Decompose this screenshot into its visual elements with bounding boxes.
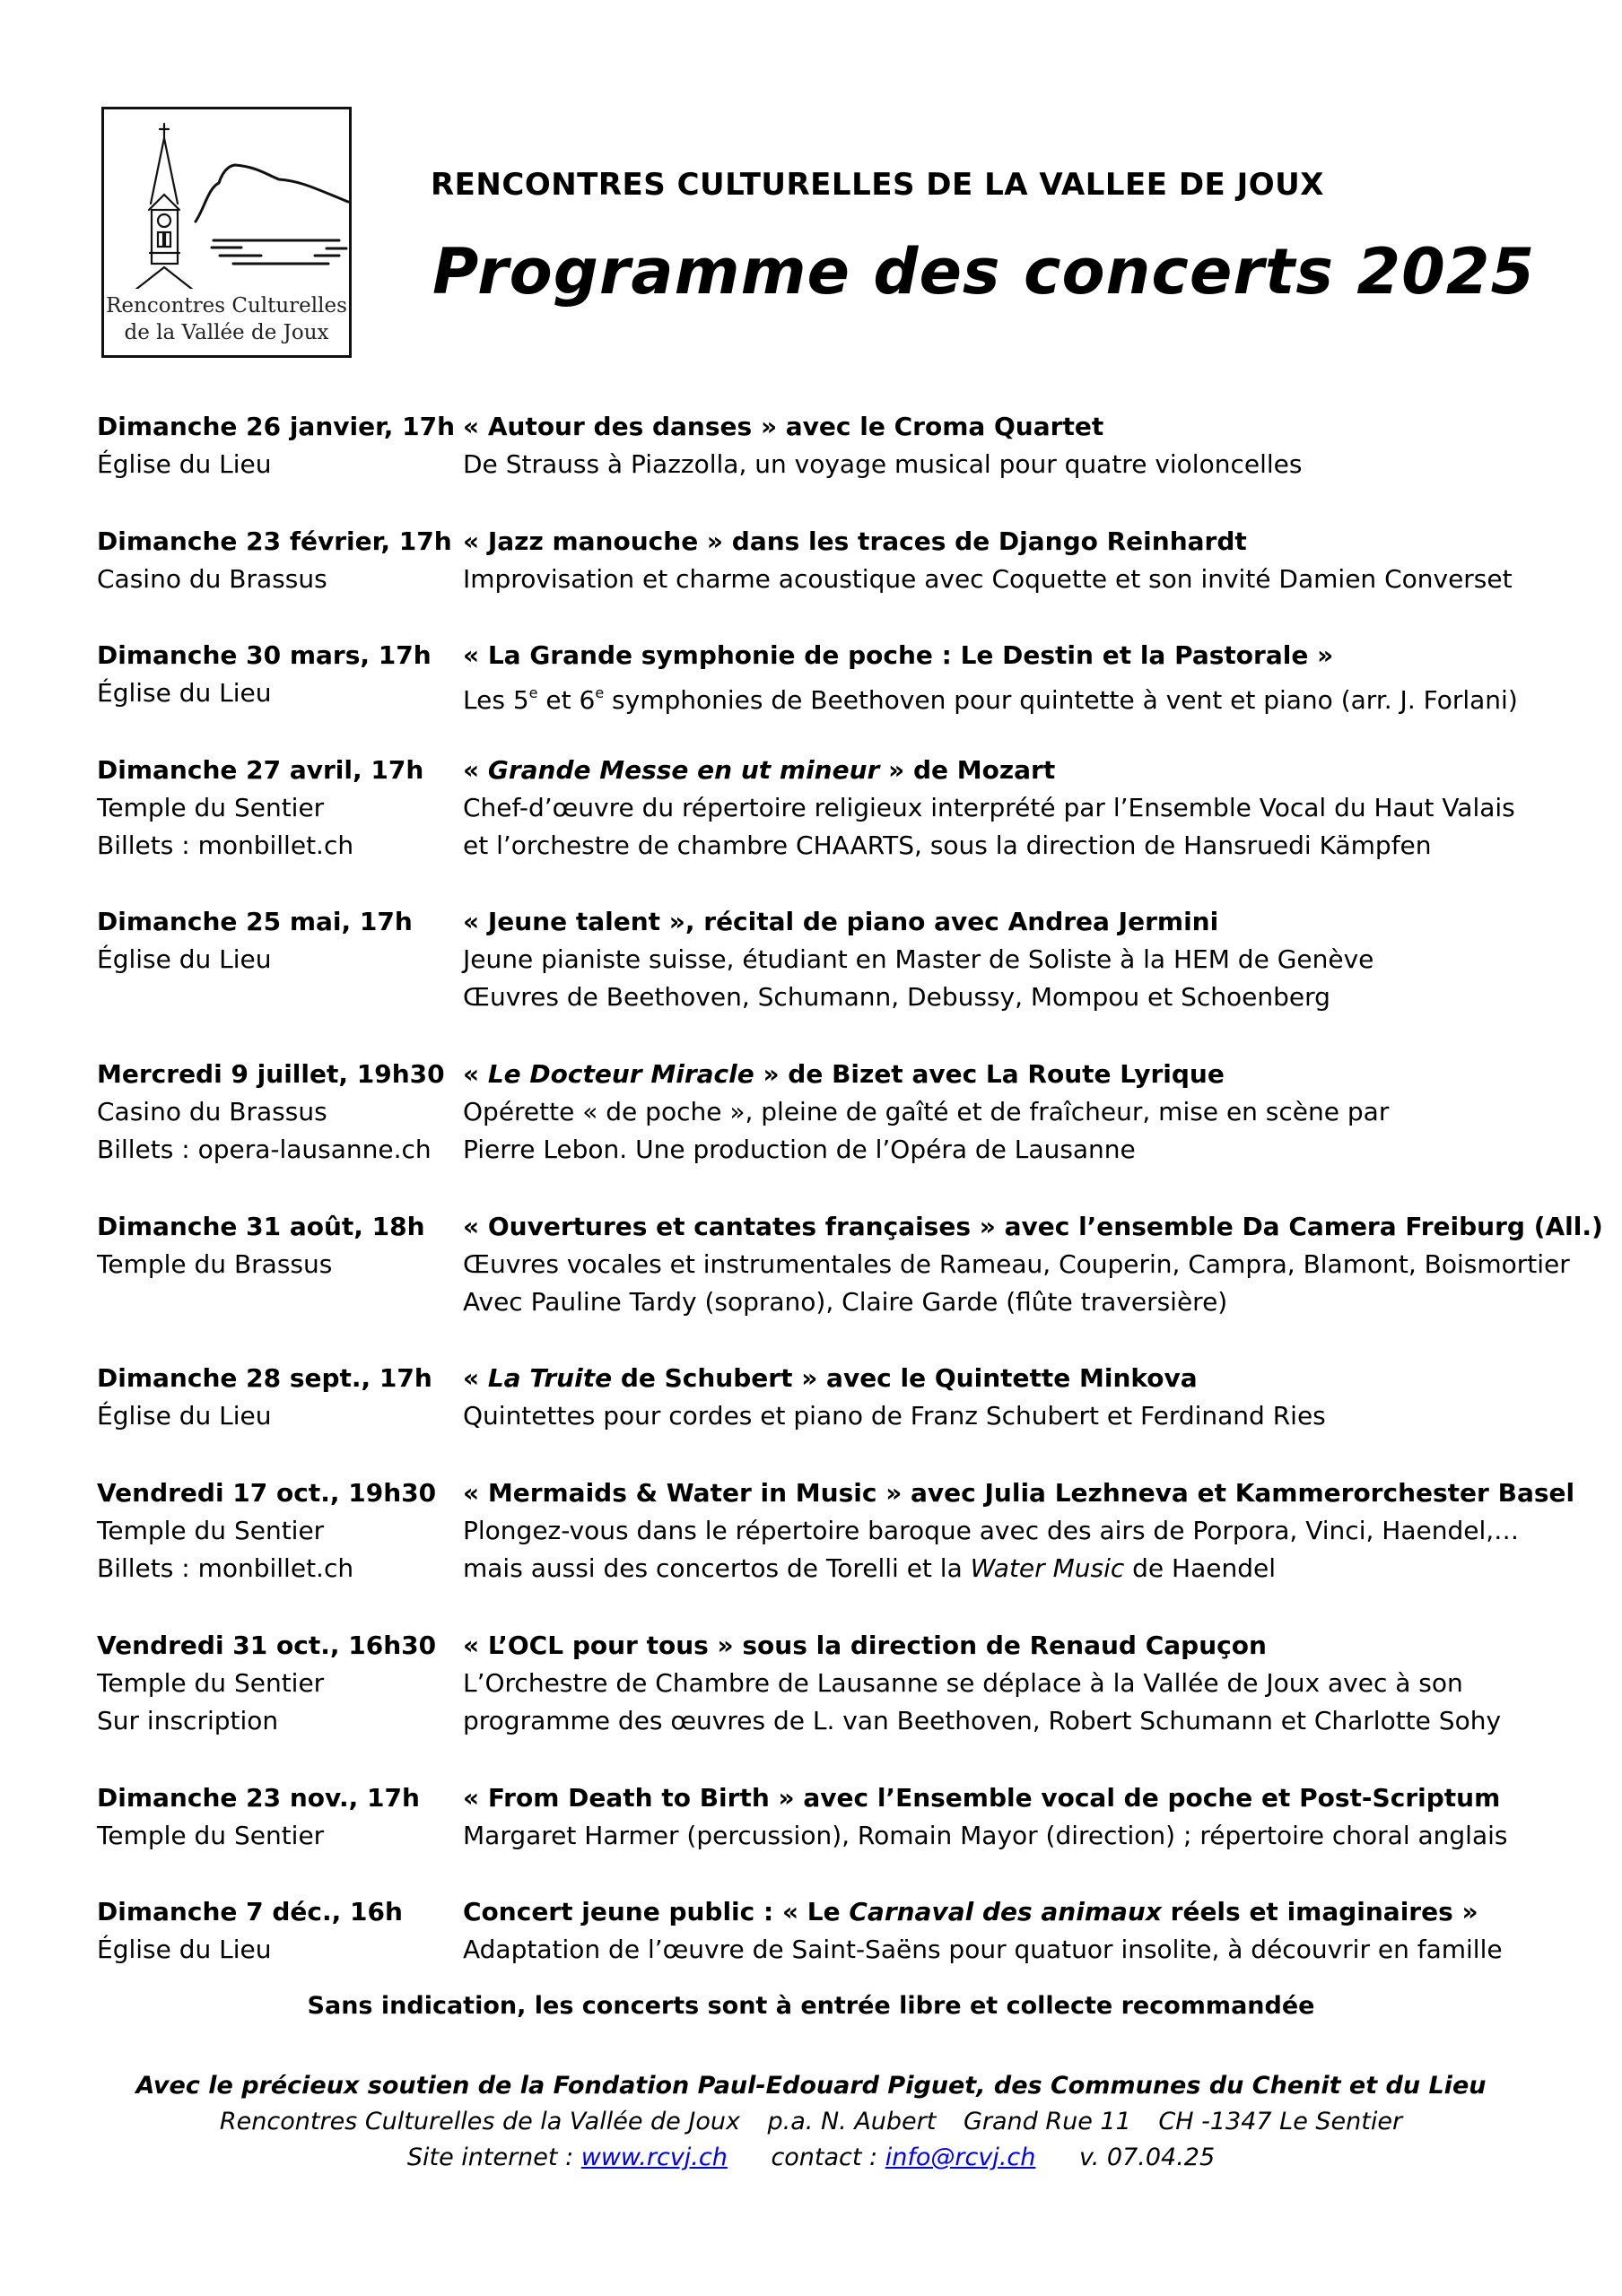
church-mountain-lake-icon (104, 109, 349, 289)
event-description: L’Orchestre de Chambre de Lausanne se déplace à la Vallée de Joux avec à son (463, 1668, 1463, 1698)
event-title: « Autour des danses » avec le Croma Quartet (463, 412, 1104, 441)
version-label: v. 07.04.25 (1078, 2144, 1216, 2171)
logo-caption (104, 292, 349, 346)
event-title: « Jazz manouche » dans les traces de Django Reinhardt (463, 526, 1247, 556)
event-date: Mercredi 9 juillet, 19h30 (97, 1059, 445, 1089)
event-description: De Strauss à Piazzolla, un voyage musical pour quatre violoncelles (463, 449, 1303, 479)
title-text: de Schubert » avec le Quintette Minkova (612, 1363, 1198, 1393)
logo-line-2: de la Vallée de Joux (124, 321, 329, 344)
event-date: Dimanche 28 sept., 17h (97, 1363, 432, 1393)
event-venue: Casino du Brassus (97, 1097, 327, 1126)
event-description: Œuvres vocales et instrumentales de Rameau, Couperin, Campra, Blamont, Boismortier (463, 1249, 1570, 1279)
desc-text: et 6 (537, 685, 596, 715)
event-date: Dimanche 30 mars, 17h (97, 640, 432, 670)
event-title: « La Grande symphonie de poche : Le Destin et la Pastorale » (463, 640, 1334, 670)
event-venue: Église du Lieu (97, 944, 272, 974)
event-title (463, 1893, 1478, 1931)
event-ticket-info: Billets : opera-lausanne.ch (97, 1135, 432, 1164)
title-text: « (463, 1059, 488, 1089)
address-org: Rencontres Culturelles de la Vallée de Joux (219, 2108, 740, 2135)
title-text: réels et imaginaires » (1161, 1897, 1478, 1926)
sponsor-line: Avec le précieux soutien de la Fondation Paul-Edouard Piguet, des Communes du Chenit et du Lieu (135, 2072, 1487, 2100)
event-date: Dimanche 27 avril, 17h (97, 755, 424, 785)
event-description: Pierre Lebon. Une production de l’Opéra de Lausanne (463, 1135, 1136, 1164)
address-street: Grand Rue 11 (963, 2108, 1131, 2135)
contact-line (0, 2140, 1622, 2176)
event-venue: Casino du Brassus (97, 564, 327, 594)
event-title (463, 1360, 1198, 1397)
event-title (463, 1056, 1225, 1093)
superscript: e (528, 684, 538, 701)
event-title: « Mermaids & Water in Music » avec Julia Lezhneva et Kammerorchester Basel (463, 1478, 1575, 1508)
event-description: Plongez-vous dans le répertoire baroque avec des airs de Porpora, Vinci, Haendel,… (463, 1516, 1520, 1545)
event-venue: Église du Lieu (97, 1401, 272, 1431)
page-title: Programme des concerts 2025 (432, 235, 1536, 309)
email-link[interactable]: info@rcvj.ch (885, 2144, 1036, 2171)
event-description: Avec Pauline Tardy (soprano), Claire Garde (flûte traversière) (463, 1287, 1228, 1317)
event-date: Dimanche 26 janvier, 17h (97, 412, 456, 441)
event-date: Vendredi 31 oct., 16h30 (97, 1631, 437, 1660)
event-description: Chef-d’œuvre du répertoire religieux interprété par l’Ensemble Vocal du Haut Valais (463, 793, 1515, 822)
desc-text: symphonies de Beethoven pour quintette à vent et piano (arr. J. Forlani) (604, 685, 1518, 715)
address-city: Le Sentier (1279, 2108, 1403, 2135)
event-description: Œuvres de Beethoven, Schumann, Debussy, Mompou et Schoenberg (463, 982, 1330, 1012)
title-text: Concert jeune public : « Le (463, 1897, 850, 1926)
logo (101, 107, 352, 358)
address-line (0, 2104, 1622, 2140)
event-date: Dimanche 23 nov., 17h (97, 1783, 420, 1813)
event-description: programme des œuvres de L. van Beethoven, Robert Schumann et Charlotte Sohy (463, 1706, 1502, 1735)
event-venue: Temple du Sentier (97, 793, 325, 822)
event-date: Dimanche 25 mai, 17h (97, 907, 413, 936)
title-text: « (463, 755, 488, 785)
event-date: Dimanche 23 février, 17h (97, 526, 452, 556)
website-label: Site internet : (406, 2144, 574, 2171)
address-postcode: CH -1347 (1158, 2108, 1272, 2135)
event-description: Quintettes pour cordes et piano de Franz Schubert et Ferdinand Ries (463, 1401, 1326, 1431)
event-venue: Église du Lieu (97, 449, 272, 479)
title-italic-text: Grande Messe en ut mineur (487, 755, 880, 785)
title-text: » de Bizet avec La Route Lyrique (754, 1059, 1225, 1089)
event-date: Dimanche 31 août, 18h (97, 1212, 425, 1241)
title-text: « (463, 1363, 488, 1393)
event-description: Opérette « de poche », pleine de gaîté et de fraîcheur, mise en scène par (463, 1097, 1390, 1126)
title-italic-text: Carnaval des animaux (849, 1897, 1162, 1926)
event-description (463, 674, 1518, 719)
website-link[interactable]: www.rcvj.ch (580, 2144, 728, 2171)
desc-text: Les 5 (463, 685, 529, 715)
desc-italic-text: Water Music (970, 1553, 1125, 1583)
event-description (463, 1550, 1276, 1587)
admission-note: Sans indication, les concerts sont à entrée libre et collecte recommandée (307, 1992, 1315, 2020)
event-title: « Ouvertures et cantates françaises » avec l’ensemble Da Camera Freiburg (All.) (463, 1212, 1603, 1241)
superscript: e (595, 684, 605, 701)
title-italic-text: Le Docteur Miracle (487, 1059, 754, 1089)
event-venue: Temple du Sentier (97, 1516, 325, 1545)
event-title: « L’OCL pour tous » sous la direction de Renaud Capuçon (463, 1631, 1267, 1660)
event-venue: Temple du Sentier (97, 1821, 325, 1850)
event-venue: Temple du Brassus (97, 1249, 333, 1279)
desc-text: de Haendel (1124, 1553, 1277, 1583)
event-title: « From Death to Birth » avec l’Ensemble vocal de poche et Post-Scriptum (463, 1783, 1501, 1813)
event-description: Adaptation de l’œuvre de Saint-Saëns pour quatuor insolite, à découvrir en famille (463, 1935, 1503, 1964)
event-description: Margaret Harmer (percussion), Romain Mayor (direction) ; répertoire choral anglais (463, 1821, 1508, 1850)
logo-line-1: Rencontres Culturelles (106, 294, 347, 317)
event-registration-info: Sur inscription (97, 1706, 279, 1735)
title-text: » de Mozart (879, 755, 1056, 785)
event-description: et l’orchestre de chambre CHAARTS, sous la direction de Hansruedi Kämpfen (463, 831, 1432, 860)
event-date: Dimanche 7 déc., 16h (97, 1897, 403, 1926)
event-ticket-info: Billets : monbillet.ch (97, 1553, 354, 1583)
event-description: Improvisation et charme acoustique avec Coquette et son invité Damien Converset (463, 564, 1513, 594)
event-venue: Église du Lieu (97, 678, 272, 708)
contact-label: contact : (771, 2144, 878, 2171)
event-title: « Jeune talent », récital de piano avec Andrea Jermini (463, 907, 1219, 936)
event-date: Vendredi 17 oct., 19h30 (97, 1478, 437, 1508)
title-italic-text: La Truite (487, 1363, 613, 1393)
org-title: RENCONTRES CULTURELLES DE LA VALLEE DE JOUX (431, 167, 1324, 203)
event-description: Jeune pianiste suisse, étudiant en Master de Soliste à la HEM de Genève (463, 944, 1374, 974)
event-ticket-info: Billets : monbillet.ch (97, 831, 354, 860)
address-care-of: p.a. N. Aubert (767, 2108, 937, 2135)
event-venue: Église du Lieu (97, 1935, 272, 1964)
desc-text: mais aussi des concertos de Torelli et la (463, 1553, 971, 1583)
event-venue: Temple du Sentier (97, 1668, 325, 1698)
event-title (463, 752, 1055, 789)
